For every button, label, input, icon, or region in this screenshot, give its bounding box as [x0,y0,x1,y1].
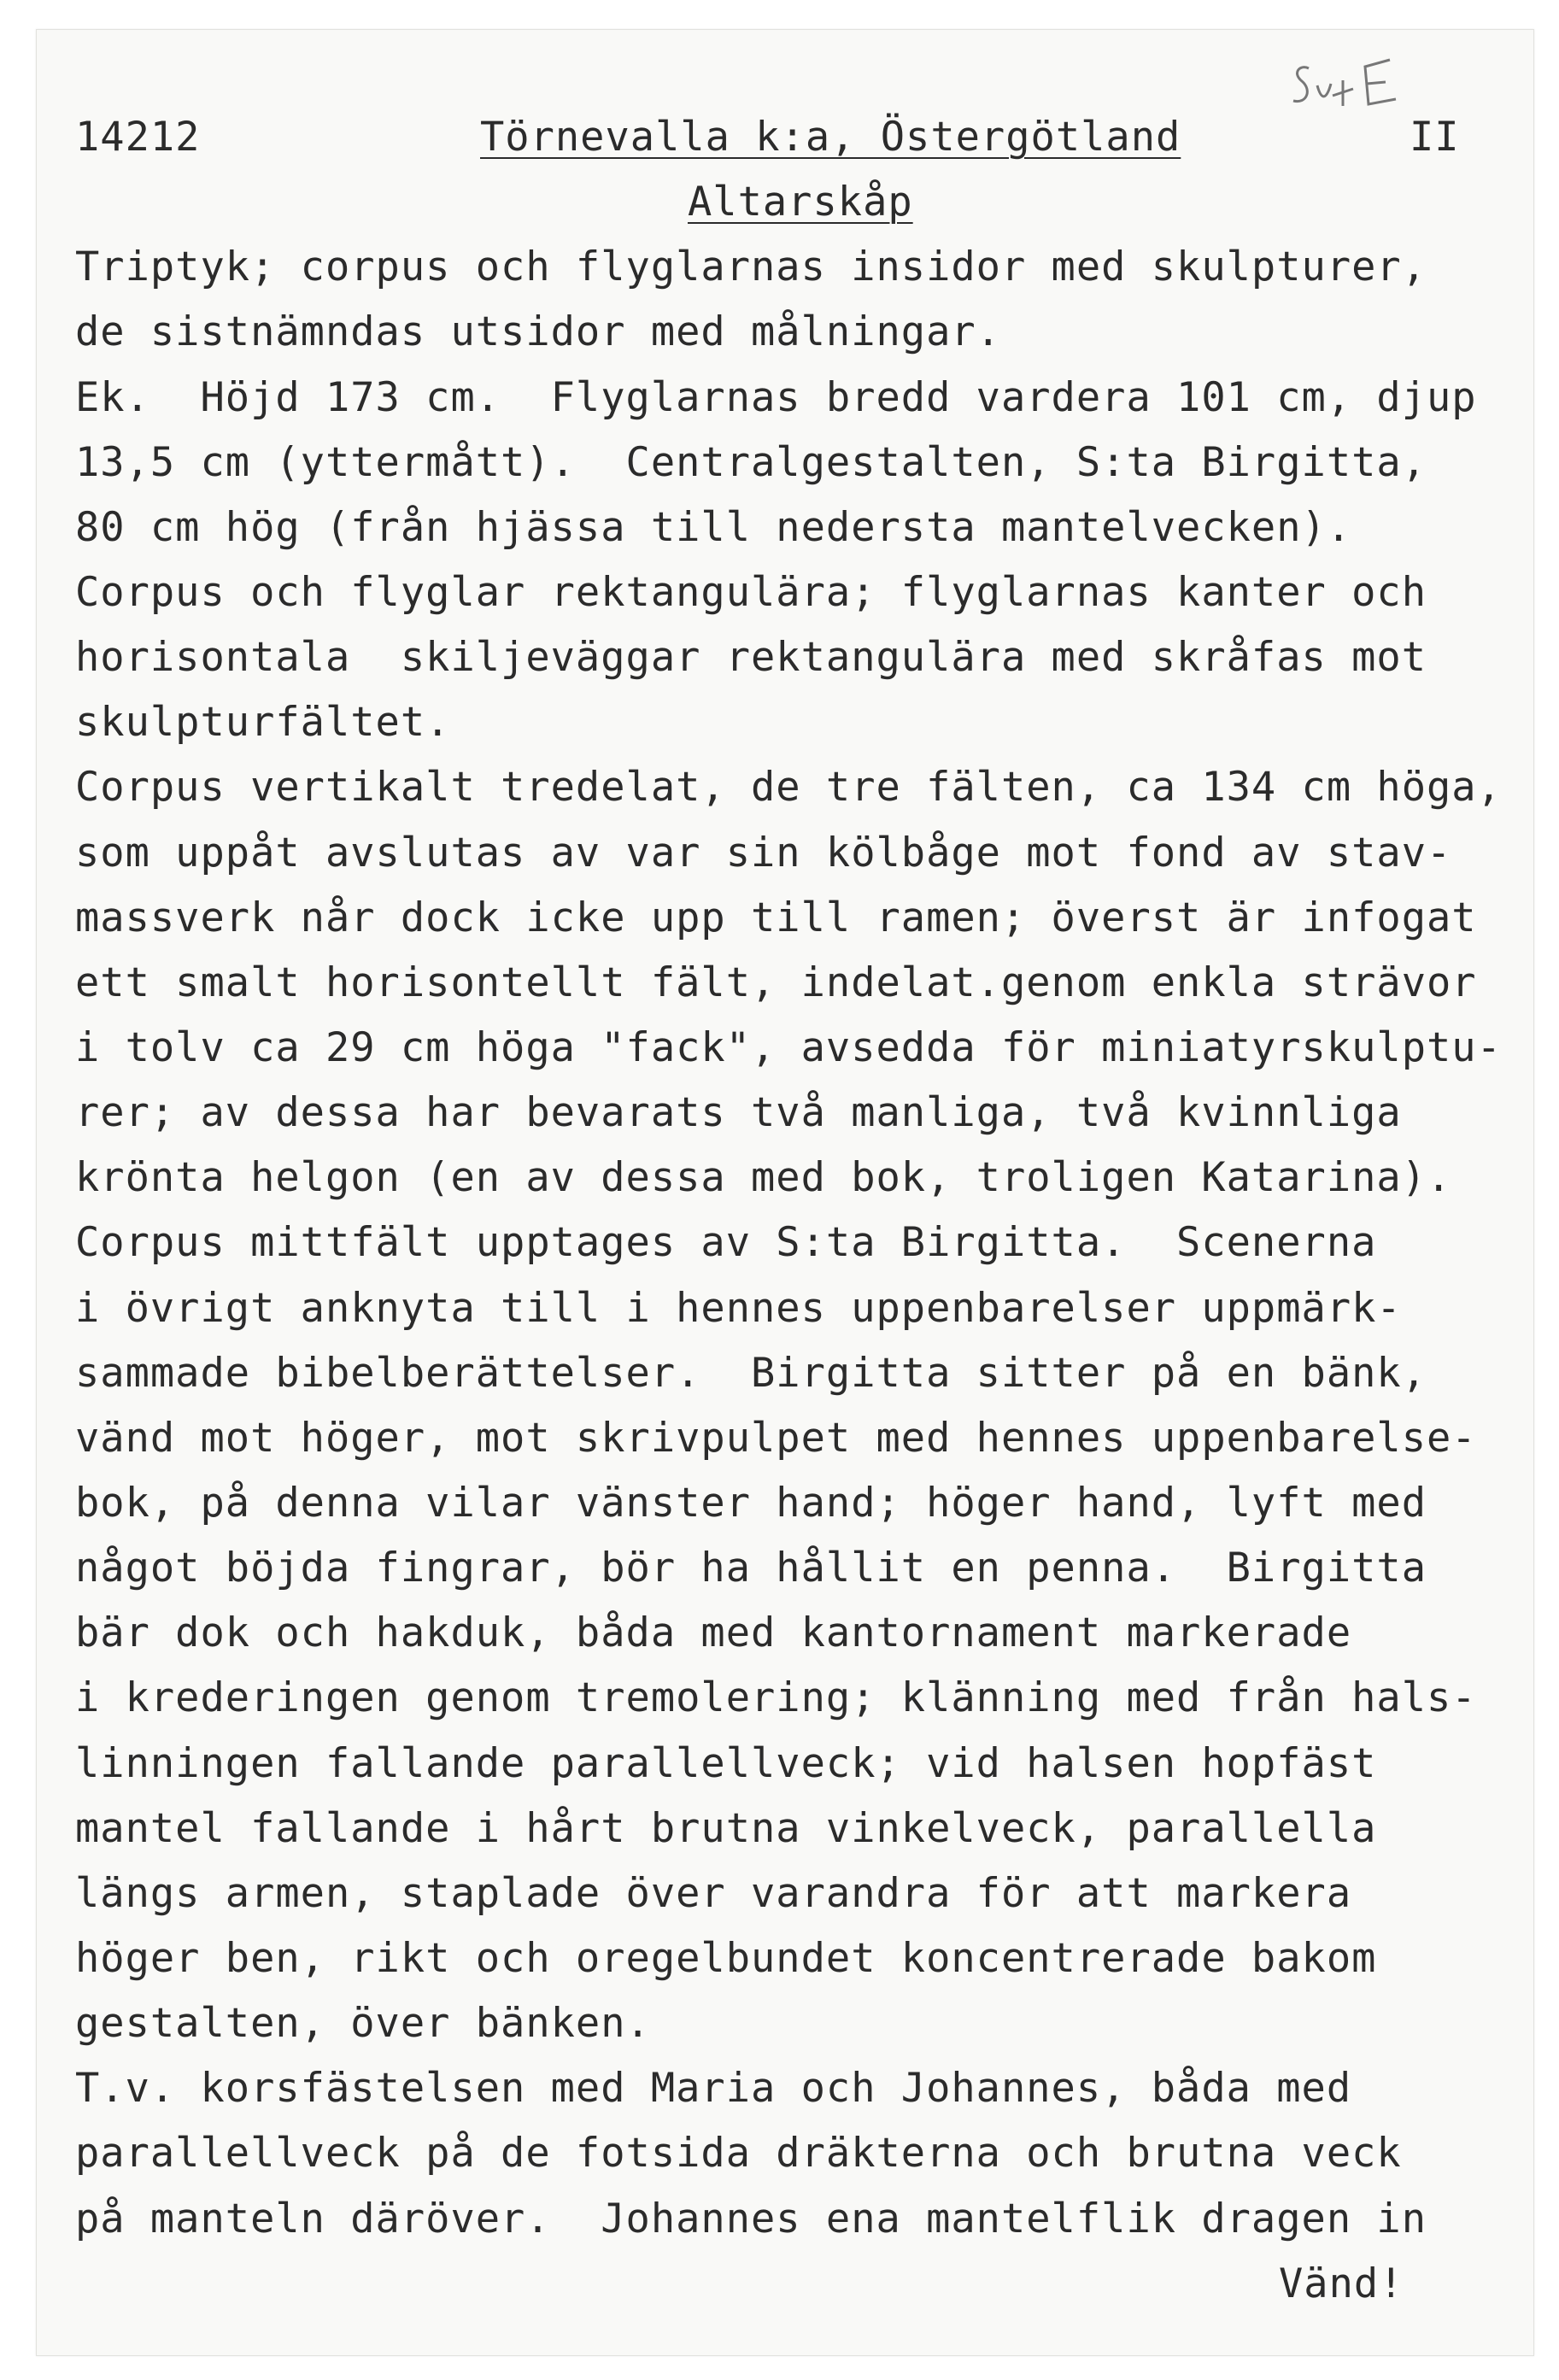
text-line: 80 cm hög (från hjässa till nedersta mantelvecken). [75,504,1352,551]
text-line: rer; av dessa har bevarats två manliga, två kvinnliga [75,1089,1402,1136]
handwritten-initials [1283,51,1411,128]
text-line: massverk når dock icke upp till ramen; överst är infogat [75,894,1477,941]
text-line: i tolv ca 29 cm höga "fack", avsedda för miniatyrskulptu- [75,1024,1502,1071]
text-line: skulpturfältet. [75,699,451,746]
text-line: i övrigt anknyta till i hennes uppenbarelser uppmärk- [75,1285,1402,1332]
text-line: på manteln däröver. Johannes ena mantelflik dragen in [75,2195,1427,2242]
text-line: i krederingen genom tremolering; klänning med från hals- [75,1674,1477,1721]
text-line: Corpus vertikalt tredelat, de tre fälten, ca 134 cm höga, [75,764,1502,811]
card-roman-numeral: II [1410,114,1460,161]
text-line: mantel fallande i hårt brutna vinkelveck, parallella [75,1805,1377,1852]
text-line: T.v. korsfästelsen med Maria och Johannes, båda med [75,2065,1352,2112]
text-line: bär dok och hakduk, båda med kantornament markerade [75,1609,1352,1656]
catalog-number: 14212 [75,114,201,161]
text-line: längs armen, staplade över varandra för att markera [75,1870,1352,1917]
text-line: linningen fallande parallellveck; vid halsen hopfäst [75,1740,1377,1787]
text-line: bok, på denna vilar vänster hand; höger hand, lyft med [75,1480,1427,1527]
text-line: 13,5 cm (yttermått). Centralgestalten, S:ta Birgitta, [75,439,1427,486]
text-line: Corpus mittfält upptages av S:ta Birgitta. Scenerna [75,1219,1377,1266]
turn-over-note: Vänd! [1279,2260,1404,2307]
text-line: krönta helgon (en av dessa med bok, troligen Katarina). [75,1154,1452,1201]
text-line: sammade bibelberättelser. Birgitta sitter på en bänk, [75,1350,1427,1397]
subject-title: Altarskåp [688,179,913,226]
text-line: horisontala skiljeväggar rektangulära med skråfas mot [75,634,1427,681]
text-line: Triptyk; corpus och flyglarnas insidor med skulpturer, [75,243,1427,290]
text-line: vänd mot höger, mot skrivpulpet med hennes uppenbarelse- [75,1415,1477,1462]
text-line: Corpus och flyglar rektangulära; flyglarnas kanter och [75,569,1427,616]
text-line: ett smalt horisontellt fält, indelat.genom enkla strävor [75,959,1477,1006]
text-line: som uppåt avslutas av var sin kölbåge mot fond av stav- [75,829,1452,876]
location-title: Törnevalla k:a, Östergötland [480,114,1181,161]
text-line: gestalten, över bänken. [75,2000,651,2047]
text-line: något böjda fingrar, bör ha hållit en penna. Birgitta [75,1545,1427,1592]
text-line: höger ben, rikt och oregelbundet koncentrerade bakom [75,1935,1377,1982]
text-line: Ek. Höjd 173 cm. Flyglarnas bredd vardera 101 cm, djup [75,374,1477,421]
text-line: parallellveck på de fotsida dräkterna och brutna veck [75,2130,1402,2177]
text-line: de sistnämndas utsidor med målningar. [75,308,1001,355]
